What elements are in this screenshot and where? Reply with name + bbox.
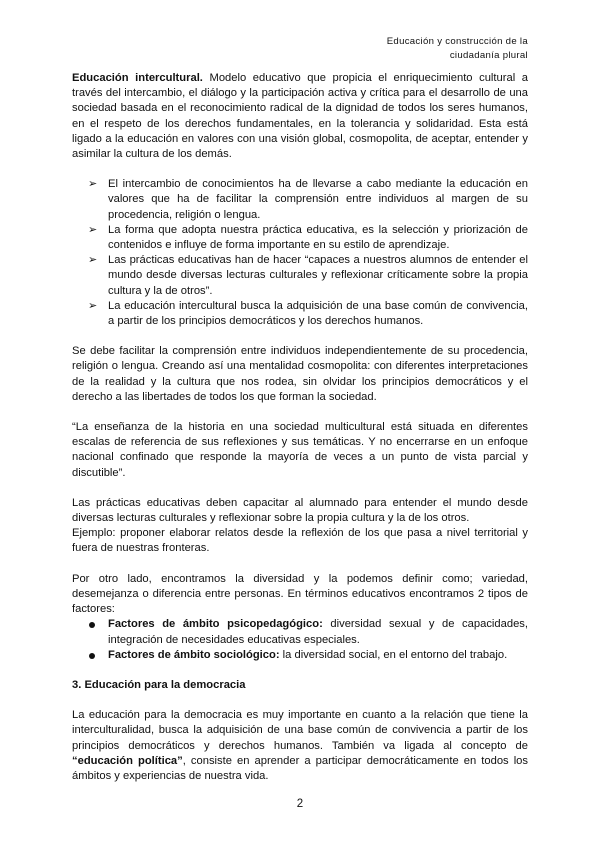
arrow-list-item [88,223,528,253]
intro-text: Modelo educativo que propicia el enriquecimiento cultural a través del intercambio, el diálogo y la participación activa y crítica para el desarrollo de una sociedad basada en el reconocimiento radical de la dignidad de todos los seres humanos, en el respeto de los derechos fundamentales, en la tolerancia y solidaridad. Esta está ligado a la educación en valores con una visión global, cosmopolita, de aceptar, entender y asimilar la cultura de los demás. [72,72,528,161]
paragraph-cosmopolitan: Se debe facilitar la comprensión entre individuos independientemente de su procedencia, religión o lengua. Creando así una mentalidad cosmopolita: con diferentes interpretaciones de la realidad y la cultura que nos rodea, sin olvidar los principios democráticos y el derecho a las libertades de todos los que forman la sociedad. [72,345,528,403]
paragraph-practices [72,496,528,557]
arrow-item-text: Las prácticas educativas han de hacer “capaces a nuestros alumnos de entender el mundo desde diversas lecturas culturales y reflexionar críticamente sobre la propia cultura y la de otros”. [108,254,528,297]
factor-label: Factores de ámbito psicopedagógico: [108,618,323,631]
arrow-bullet-icon: ➢ [88,178,98,191]
bullet-dot-icon [89,653,95,659]
quote-paragraph: “La enseñanza de la historia en una sociedad multicultural está situada en diferentes escalas de referencia de sus reflexiones y sus temáticas. Y no encerrarse en un enfoque nacional confinado que responde la mayoría de veces a un punto de vista parcial y discutible”. [72,421,528,479]
democracy-text-b: , consiste en aprender a participar democráticamente en todos los ámbitos y experiencias de nuestra vida. [72,754,528,782]
arrow-list [72,177,528,329]
header-line-2: ciudadanía plural [449,50,528,61]
factor-text: la diversidad social, en el entorno del trabajo. [279,648,508,661]
factor-item [108,648,528,663]
running-header [348,35,528,63]
intro-paragraph [72,71,528,162]
democracy-bold-term: “educación política” [72,754,183,767]
factor-label: Factores de ámbito sociológico: [108,648,280,661]
factors-list [72,617,528,663]
arrow-list-item [88,299,528,329]
democracy-text-a: La educación para la democracia es muy importante en cuanto a la relación que tiene la interculturalidad, busca la adquisición de una base común de convivencia a partir de los principios democráticos y derechos humanos. También va ligada al concepto de [72,709,528,752]
factor-item [108,617,528,647]
arrow-bullet-icon: ➢ [88,254,98,267]
arrow-list-item [88,177,528,223]
header-line-1: Educación y construcción de la [386,36,528,47]
section-heading: 3. Educación para la democracia [72,678,246,691]
bullet-dot-icon [89,622,95,628]
arrow-item-text: La educación intercultural busca la adquisición de una base común de convivencia, a partir de los principios democráticos y los derechos humanos. [108,299,528,328]
arrow-item-text: El intercambio de conocimientos ha de llevarse a cabo mediante la educación en valores que ha de facilitar la comprensión entre individuos al margen de su procedencia, religión o lengua. [108,178,528,221]
arrow-bullet-icon: ➢ [88,223,98,236]
factor-text: diversidad sexual y de capacidades, integración de necesidades educativas especiales. [108,618,528,646]
example-line: Ejemplo: proponer elaborar relatos desde la reflexión de los que pasa a nivel territorial y fuera de nuestras fronteras. [72,527,528,555]
arrow-bullet-icon: ➢ [88,299,98,312]
intro-lead: Educación intercultural. [72,72,203,84]
practices-line: Las prácticas educativas deben capacitar al alumnado para entender el mundo desde diversas lecturas culturales y reflexionar sobre la propia cultura y la de los otros. [72,496,528,525]
arrow-item-text: La forma que adopta nuestra práctica educativa, es la selección y priorización de contenidos e influye de forma importante en su estilo de aprendizaje. [108,223,528,252]
paragraph-democracy [72,708,528,784]
paragraph-diversity: Por otro lado, encontramos la diversidad y la podemos definir como; variedad, desemejanza o diferencia entre personas. En términos educativos encontramos 2 tipos de factores: [72,572,528,616]
page-number: 2 [296,798,304,810]
page-content [72,71,528,784]
arrow-list-item [88,253,528,299]
